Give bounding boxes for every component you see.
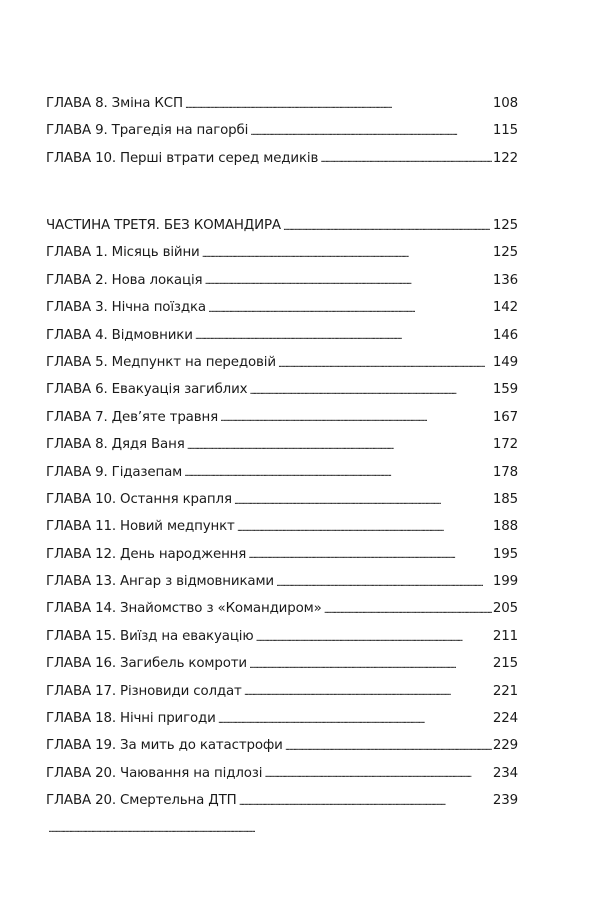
toc-entry-page: 239 (492, 793, 518, 809)
toc-entry-page: 122 (492, 150, 518, 166)
toc-entry-page: 224 (492, 711, 518, 727)
toc-entry (46, 519, 518, 546)
toc-entry-title: ГЛАВА 8. Зміна КСП (46, 96, 183, 111)
toc-entry (46, 656, 518, 683)
toc-entry (46, 601, 518, 628)
toc-entry-page: 195 (492, 546, 518, 562)
toc-entry (46, 410, 518, 437)
toc-entry (46, 273, 518, 300)
dot-leader (250, 124, 492, 137)
dot-leader (255, 630, 491, 643)
toc-entry-title: ГЛАВА 13. Ангар з відмовниками (46, 574, 274, 590)
toc-part-heading (46, 218, 518, 245)
dot-leader (234, 493, 492, 506)
toc-entry-title: ГЛАВА 10. Перші втрати серед медиків (46, 150, 319, 166)
toc-entry-title: ГЛАВА 4. Відмовники (46, 327, 193, 343)
toc-entry-page: 125 (492, 245, 518, 261)
dot-leader (248, 547, 492, 560)
toc-entry-page: 146 (492, 327, 518, 343)
dot-leader (239, 794, 492, 807)
toc-entry-page: 234 (492, 765, 518, 781)
toc-continued-part-two (46, 96, 518, 178)
toc-entry-page: 125 (492, 218, 518, 233)
dot-leader (220, 410, 492, 423)
toc-entry (46, 151, 518, 178)
dot-leader (185, 97, 492, 110)
dot-leader (208, 301, 492, 314)
toc-entry (46, 547, 518, 574)
toc-entry (46, 629, 518, 656)
toc-entry-title: ЧАСТИНА ТРЕТЯ. БЕЗ КОМАНДИРА (46, 218, 281, 233)
dot-leader (244, 684, 492, 697)
toc-entry-title: ГЛАВА 20. Чаювання на підлозі (46, 765, 263, 781)
toc-entry-page: 229 (492, 738, 518, 754)
toc-entry (46, 766, 518, 793)
toc-entry-title: ГЛАВА 9. Трагедія на пагорбі (46, 123, 249, 139)
toc-entry-page: 108 (492, 96, 518, 111)
dot-leader (285, 739, 492, 752)
dot-leader (283, 219, 492, 232)
toc-entry-title: ГЛАВА 1. Місяць війни (46, 245, 200, 261)
dot-leader (48, 821, 517, 834)
dot-leader (218, 712, 492, 725)
toc-entry (46, 793, 518, 820)
toc-entry-title: ГЛАВА 5. Медпункт на передовій (46, 354, 276, 370)
dot-leader (249, 383, 491, 396)
dot-leader (324, 602, 492, 615)
toc-entry-page: 167 (492, 409, 518, 425)
dot-leader (204, 273, 491, 286)
toc-entry-title: ГЛАВА 6. Евакуація загиблих (46, 382, 248, 398)
toc-entry-title: ГЛАВА 18. Нічні пригоди (46, 711, 216, 727)
toc-entry-title: ГЛАВА 17. Різновиди солдат (46, 683, 242, 699)
toc-entry-page: 215 (492, 656, 518, 672)
toc-entry-page: 115 (492, 123, 518, 139)
dot-leader (195, 328, 492, 341)
toc-entry (46, 711, 518, 738)
toc-entry (46, 574, 518, 601)
dot-leader (278, 356, 492, 369)
dot-leader (187, 438, 492, 451)
toc-entry (46, 465, 518, 492)
toc-entry (46, 821, 518, 848)
toc-entry (46, 245, 518, 272)
toc-entry (46, 96, 518, 123)
toc-entry-title: ГЛАВА 3. Нічна поїздка (46, 300, 206, 316)
toc-entry-page: 185 (492, 491, 518, 507)
toc-entry-title: ГЛАВА 10. Остання крапля (46, 491, 232, 507)
toc-entry-title: ГЛАВА 12. День народження (46, 546, 247, 562)
toc-entry (46, 355, 518, 382)
toc-entry-title: ГЛАВА 15. Виїзд на евакуацію (46, 628, 254, 644)
toc-entry (46, 684, 518, 711)
toc-entry-page: 178 (492, 464, 518, 480)
toc-entry-page: 188 (492, 519, 518, 535)
toc-entry-title: ГЛАВА 2. Нова локація (46, 272, 203, 288)
toc-entry-title: ГЛАВА 9. Гідазепам (46, 464, 183, 480)
toc-entry-page: 142 (492, 300, 518, 316)
toc-entry-title: ГЛАВА 20. Смертельна ДТП (46, 793, 237, 809)
toc-entry (46, 437, 518, 464)
dot-leader (237, 520, 492, 533)
dot-leader (320, 151, 492, 164)
toc-entry-title: ГЛАВА 19. За мить до катастрофи (46, 738, 283, 754)
toc-part-three (46, 218, 518, 848)
toc-entry (46, 300, 518, 327)
toc-entry (46, 492, 518, 519)
toc-entry-title: ГЛАВА 11. Новий медпункт (46, 519, 235, 535)
toc-entry-title: ГЛАВА 7. Дев’яте травня (46, 409, 218, 425)
toc-entry-page: 221 (492, 683, 518, 699)
dot-leader (276, 575, 492, 588)
toc-entry-page: 172 (492, 437, 518, 453)
toc-entry-page: 205 (492, 601, 518, 617)
toc-entry-page: 199 (492, 574, 518, 590)
toc-entry-page: 159 (492, 382, 518, 398)
toc-entry (46, 328, 518, 355)
toc-entry-page: 149 (492, 354, 518, 370)
dot-leader (264, 766, 492, 779)
dot-leader (249, 657, 492, 670)
toc-entry-title: ГЛАВА 8. Дядя Ваня (46, 437, 185, 453)
toc-entry (46, 382, 518, 409)
toc-entry-page: 211 (492, 628, 518, 644)
toc-entry-page: 136 (492, 272, 518, 288)
dot-leader (184, 465, 492, 478)
toc-entry-title: ГЛАВА 14. Знайомство з «Командиром» (46, 601, 322, 617)
toc-entry-title: ГЛАВА 16. Загибель комроти (46, 656, 247, 672)
toc-entry (46, 123, 518, 150)
dot-leader (202, 246, 492, 259)
toc-entry (46, 738, 518, 765)
